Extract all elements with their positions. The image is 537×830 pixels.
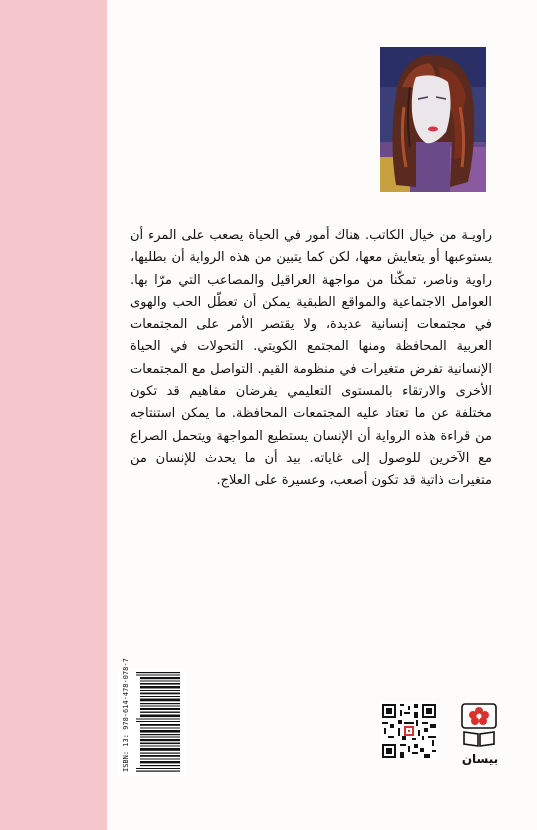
pink-side-strip: [0, 0, 107, 830]
isbn-barcode: [118, 658, 186, 776]
isbn-label: ISBN: 13: 978-614-478-078-7: [122, 658, 130, 772]
barcode-bars: [134, 672, 182, 772]
qr-code: [380, 702, 438, 760]
publisher-name: بيسان: [461, 752, 499, 766]
cover-portrait-painting: [380, 47, 486, 192]
back-cover-blurb: راويـة من خيال الكاتب. هناك أمور في الحياة يصعب على المرء أن يستوعبها أو يتعايش معها، لكن كما يتبين من هذه الرواية أن بطليها، راوية وناصر، تمكّنا من مواجهة العراقيل والمصاعب التي مرّا بها. العوامل الاجتماعية والمواقع الطبقية يمكن أن تعطّل الحب والهوى في مجتمعات إنسانية عديدة، ولا يقتصر الأمر على المجتمعات العربية المحافظة ومنها المجتمع الكويتي. التحولات في الحياة الإنسانية تفرض متغيرات في منظومة القيم. التواصل مع المجتمعات الأخرى والارتقاء بالمستوى التعليمي يفرضان مفاهيم قد تكون مختلفة عن ما تعتاد عليه المجتمعات المحافظة. ما يمكن استنتاجه من قراءة هذه الرواية أن الإنسان يستطيع المواجهة ويتحمل الصراع مع الآخرين للوصول إلى غاياته. بيد أن ما يحدث للإنسان من متغيرات ذاتية قد تكون أصعب، وعسيرة على العلاج.: [130, 228, 492, 489]
